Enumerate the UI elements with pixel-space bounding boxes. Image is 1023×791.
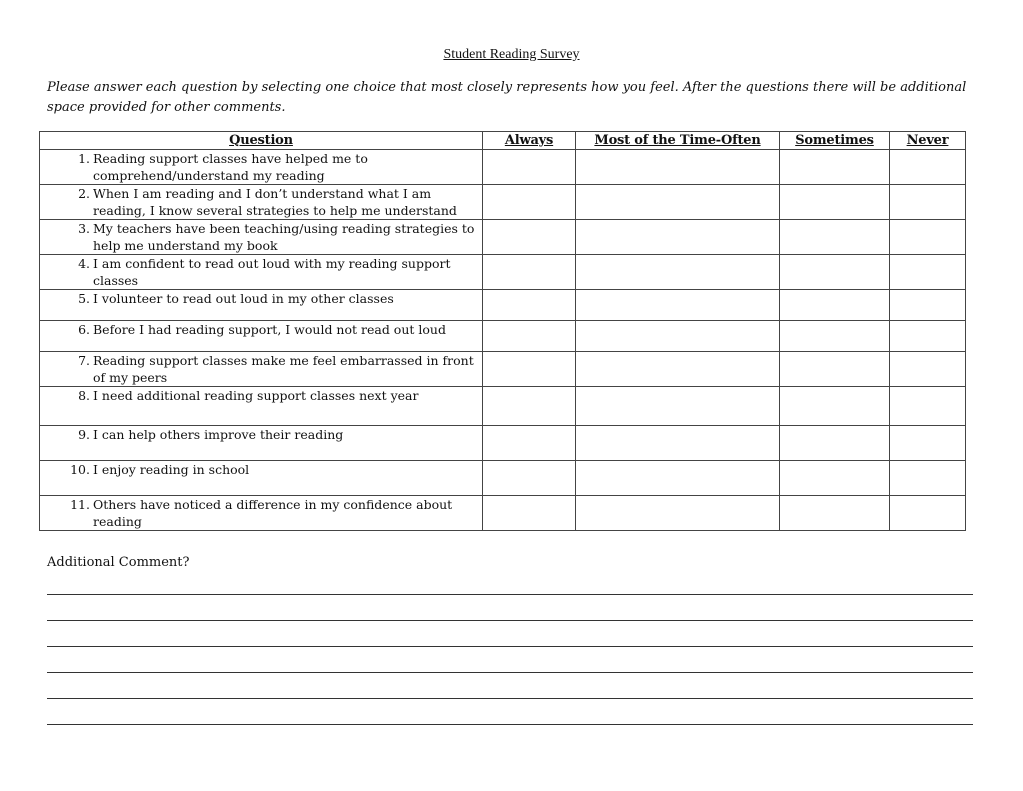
question-number: 4.	[78, 256, 90, 271]
question-number: 5.	[78, 291, 90, 306]
response-always[interactable]	[483, 150, 576, 185]
header-never: Never	[890, 132, 966, 150]
question-cell	[40, 461, 483, 496]
response-always[interactable]	[483, 387, 576, 426]
response-most-of-the-time[interactable]	[576, 496, 780, 531]
question-number: 3.	[78, 221, 90, 236]
header-always: Always	[483, 132, 576, 150]
response-most-of-the-time[interactable]	[576, 461, 780, 496]
question-text: My teachers have been teaching/using reading strategies to help me understand my book	[93, 221, 475, 253]
response-sometimes[interactable]	[780, 461, 890, 496]
table-row	[40, 150, 966, 185]
question-number: 2.	[78, 186, 90, 201]
question-text: I am confident to read out loud with my reading support classes	[93, 256, 451, 288]
table-row	[40, 426, 966, 461]
instructions-text: Please answer each question by selecting one choice that most closely represents how you feel. After the questions there will be additional space provided for other comments.	[47, 80, 967, 115]
question-text: I enjoy reading in school	[93, 462, 250, 477]
response-never[interactable]	[890, 496, 966, 531]
response-never[interactable]	[890, 150, 966, 185]
response-most-of-the-time[interactable]	[576, 255, 780, 290]
response-sometimes[interactable]	[780, 321, 890, 352]
question-cell	[40, 290, 483, 321]
comment-line[interactable]	[47, 620, 973, 621]
response-most-of-the-time[interactable]	[576, 185, 780, 220]
response-most-of-the-time[interactable]	[576, 387, 780, 426]
response-never[interactable]	[890, 255, 966, 290]
survey-table	[39, 131, 966, 531]
header-most-of-the-time: Most of the Time-Often	[576, 132, 780, 150]
table-row	[40, 387, 966, 426]
question-cell	[40, 150, 483, 185]
response-never[interactable]	[890, 387, 966, 426]
question-number: 11.	[70, 497, 90, 512]
response-sometimes[interactable]	[780, 150, 890, 185]
question-text: I need additional reading support classes next year	[93, 388, 419, 403]
response-never[interactable]	[890, 426, 966, 461]
page-title: Student Reading Survey	[443, 47, 580, 62]
comment-line[interactable]	[47, 646, 973, 647]
question-cell	[40, 387, 483, 426]
response-sometimes[interactable]	[780, 185, 890, 220]
comment-line[interactable]	[47, 594, 973, 595]
response-most-of-the-time[interactable]	[576, 426, 780, 461]
response-never[interactable]	[890, 321, 966, 352]
question-cell	[40, 255, 483, 290]
question-text: When I am reading and I don’t understand what I am reading, I know several strategies to help me understand	[93, 186, 457, 218]
comment-line[interactable]	[47, 698, 973, 699]
question-text: Others have noticed a difference in my confidence about reading	[93, 497, 453, 529]
response-most-of-the-time[interactable]	[576, 352, 780, 387]
question-cell	[40, 220, 483, 255]
question-number: 8.	[78, 388, 90, 403]
question-cell	[40, 321, 483, 352]
table-row	[40, 352, 966, 387]
response-always[interactable]	[483, 321, 576, 352]
table-row	[40, 321, 966, 352]
comment-line[interactable]	[47, 724, 973, 725]
response-sometimes[interactable]	[780, 290, 890, 321]
table-row	[40, 290, 966, 321]
response-sometimes[interactable]	[780, 220, 890, 255]
table-row	[40, 496, 966, 531]
table-row	[40, 461, 966, 496]
additional-comment-label: Additional Comment?	[47, 555, 190, 570]
header-question: Question	[40, 132, 483, 150]
response-most-of-the-time[interactable]	[576, 220, 780, 255]
question-text: Before I had reading support, I would not read out loud	[93, 322, 446, 337]
response-sometimes[interactable]	[780, 255, 890, 290]
response-always[interactable]	[483, 255, 576, 290]
question-number: 10.	[70, 462, 90, 477]
response-always[interactable]	[483, 290, 576, 321]
response-always[interactable]	[483, 496, 576, 531]
response-always[interactable]	[483, 220, 576, 255]
response-always[interactable]	[483, 426, 576, 461]
response-most-of-the-time[interactable]	[576, 150, 780, 185]
header-sometimes: Sometimes	[780, 132, 890, 150]
question-text: I volunteer to read out loud in my other classes	[93, 291, 394, 306]
response-always[interactable]	[483, 352, 576, 387]
response-always[interactable]	[483, 185, 576, 220]
response-always[interactable]	[483, 461, 576, 496]
question-cell	[40, 352, 483, 387]
question-number: 1.	[78, 151, 90, 166]
response-most-of-the-time[interactable]	[576, 290, 780, 321]
question-text: I can help others improve their reading	[93, 427, 344, 442]
response-sometimes[interactable]	[780, 387, 890, 426]
response-most-of-the-time[interactable]	[576, 321, 780, 352]
question-cell	[40, 496, 483, 531]
response-never[interactable]	[890, 220, 966, 255]
question-cell	[40, 426, 483, 461]
response-sometimes[interactable]	[780, 352, 890, 387]
header-row	[40, 132, 966, 150]
question-number: 9.	[78, 427, 90, 442]
question-number: 7.	[78, 353, 90, 368]
response-never[interactable]	[890, 461, 966, 496]
response-never[interactable]	[890, 185, 966, 220]
comment-line[interactable]	[47, 672, 973, 673]
response-sometimes[interactable]	[780, 426, 890, 461]
question-cell	[40, 185, 483, 220]
table-row	[40, 220, 966, 255]
question-number: 6.	[78, 322, 90, 337]
question-text: Reading support classes make me feel embarrassed in front of my peers	[93, 353, 474, 385]
table-row	[40, 185, 966, 220]
table-row	[40, 255, 966, 290]
response-sometimes[interactable]	[780, 496, 890, 531]
question-text: Reading support classes have helped me to comprehend/understand my reading	[93, 151, 368, 183]
response-never[interactable]	[890, 352, 966, 387]
response-never[interactable]	[890, 290, 966, 321]
